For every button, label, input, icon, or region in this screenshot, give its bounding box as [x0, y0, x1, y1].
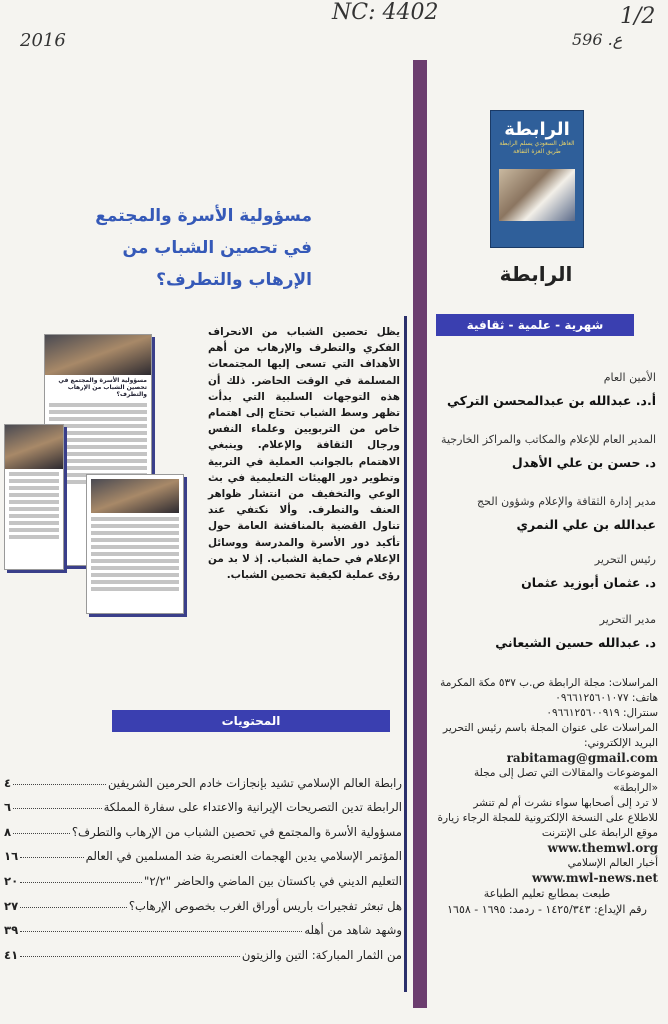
staff-role: الأمين العام — [603, 371, 656, 384]
contents-item-title: هل تبعثر تفجيرات باريس أوراق الغرب بخصوص الإرهاب؟ — [128, 898, 402, 913]
staff-entry — [436, 612, 656, 652]
contents-item-page: ٤١ — [4, 947, 19, 962]
page-fraction: 1/2 — [620, 4, 656, 29]
phone-number: هاتف: ٠٩٦٦١٢٥٦٠١٠٧٧ — [555, 692, 658, 704]
thumbnail-heading: مسؤولية الأسرة والمجتمع في تحصين الشباب من الإرهاب والتطرف؟ — [58, 377, 147, 398]
news-website-link[interactable]: www.mwl-news.net — [531, 871, 658, 885]
contents-item-title: من الثمار المباركة: التين والزيتون — [241, 947, 402, 962]
email-label: البريد الإلكتروني: — [584, 737, 658, 749]
contents-item[interactable] — [4, 913, 402, 938]
staff-name: د. عبدالله حسين الشيعاني — [495, 635, 656, 650]
article-title-line: في تحصين الشباب من — [122, 238, 312, 258]
staff-name: د. عثمان أبوزيد عثمان — [521, 575, 656, 590]
contents-item[interactable] — [4, 790, 402, 815]
email-link[interactable]: rabitamag@gmail.com — [506, 751, 658, 765]
correspondence-note: المراسلات على عنوان المجلة باسم رئيس التحرير — [443, 722, 658, 734]
staff-role: مدير التحرير — [599, 613, 656, 626]
contents-list — [4, 765, 402, 962]
article-title-line: مسؤولية الأسرة والمجتمع — [95, 206, 312, 226]
thumbnail-photo — [45, 335, 151, 375]
article-title-line: الإرهاب والتطرف؟ — [156, 270, 312, 290]
staff-name: أ.د. عبدالله بن عبدالمحسن التركي — [446, 393, 656, 408]
column-divider-bar — [413, 60, 427, 1008]
thumbnail-photo — [5, 425, 63, 469]
contents-item[interactable] — [4, 765, 402, 790]
contents-item-page: ٣٩ — [4, 923, 19, 938]
archive-code: 596 .ع — [572, 30, 623, 49]
staff-entry — [436, 370, 656, 410]
contents-item-page: ٨ — [4, 824, 12, 839]
contents-item-title: المؤتمر الإسلامي يدين الهجمات العنصرية ضد المسلمين في العالم — [85, 849, 402, 864]
website-link[interactable]: www.themwl.org — [547, 841, 658, 855]
fax-number: سنترال: ٠٩٦٦١٢٥٦٠٠٩١٩ — [546, 707, 658, 719]
contents-item-title: وشهد شاهد من أهله — [304, 923, 402, 938]
staff-name: د. حسن بن علي الأهدل — [511, 455, 656, 470]
staff-entry — [436, 432, 656, 472]
contents-item-title: التعليم الديني في باكستان بين الماضي والحاضر "٢/٢" — [143, 873, 402, 888]
deposit-number: رقم الإيداع: ١٤٢٥/٣٤٣ - ردمد: ١٦٩٥ - ١٦٥٨ — [447, 903, 647, 916]
contents-item-page: ١٦ — [4, 849, 19, 864]
contents-item-page: ٤ — [4, 775, 12, 790]
printer-name: طبعت بمطابع تعليم الطباعة — [483, 887, 611, 900]
staff-role: المدير العام للإعلام والمكاتب والمراكز الخارجية — [441, 433, 656, 446]
thumbnail-photo — [91, 479, 179, 513]
article-page-thumbnail — [4, 424, 64, 570]
web-note: للاطلاع على النسخة الإلكترونية للمجلة الرجاء زيارة موقع الرابطة على الإنترنت — [437, 812, 658, 839]
article-divider-line — [404, 316, 407, 992]
magazine-tagline: شهرية - علمية - ثقافية — [436, 314, 634, 336]
contents-item-title: الرابطة تدين التصريحات الإيرانية والاعتداء على سفارة المملكة — [103, 800, 402, 815]
contents-item-title: رابطة العالم الإسلامي تشيد بإنجازات خادم الحرمين الشريفين — [107, 775, 402, 790]
contents-item[interactable] — [4, 863, 402, 888]
contents-heading: المحتويات — [112, 710, 390, 732]
cover-photo — [499, 169, 575, 221]
magazine-brand: الرابطة — [499, 262, 573, 286]
contents-item[interactable] — [4, 888, 402, 913]
article-summary: يظل تحصين الشباب من الانحراف الفكري والتطرف والإرهاب من أهم الأهداف التي تسعى إليها المجتمعات المسلمة في الوقت الحاضر. ذلك أن هذه التوجهات السلبية التي بدأت تظهر وسط الشباب تحتاج إلى اهتمام خاص من التربويين وعلماء النفس ورجال الثقافة والإعلام. وينبغي الاهتمام بالجوانب العملية في التربية وتطوير دور الهيئات التعليمية في بث الوعي والتخفيف من انتشار ظواهر العنف والتطرف. وألا نكتفي عند تناول القضية بالمناقشة العامة حول تأكيد دور الأسرة والمدرسة ووسائل الإعلام في حماية الشباب. إذ لا بد من رؤى عملية لكيفية تحصين الشباب. — [208, 326, 400, 582]
year-note: 2016 — [20, 30, 66, 51]
staff-entry — [436, 494, 656, 534]
staff-name: عبدالله بن علي النمري — [516, 517, 656, 532]
policy-note: الموضوعات والمقالات التي تصل إلى مجلة «الرابطة» — [473, 767, 658, 794]
staff-role: رئيس التحرير — [594, 553, 656, 566]
contents-item-page: ٢٧ — [4, 898, 19, 913]
staff-entry — [436, 552, 656, 592]
contents-item-page: ٦ — [4, 800, 12, 815]
policy-note: لا ترد إلى أصحابها سواء نشرت أم لم تنشر — [473, 797, 658, 809]
magazine-cover-image — [490, 110, 584, 248]
contents-item[interactable] — [4, 814, 402, 839]
contents-item-page: ٢٠ — [4, 873, 19, 888]
article-title — [95, 200, 312, 296]
postal-address: المراسلات: مجلة الرابطة ص.ب ٥٣٧ مكة المكرمة — [440, 677, 658, 689]
contact-info — [436, 676, 658, 886]
article-page-thumbnail — [86, 474, 184, 614]
cover-title: الرابطة — [504, 119, 570, 140]
news-label: أخبار العالم الإسلامي — [567, 857, 658, 869]
contents-item[interactable] — [4, 839, 402, 864]
print-info — [436, 886, 658, 918]
catalog-number: NC: 4402 — [332, 0, 439, 25]
contents-item[interactable] — [4, 937, 402, 962]
cover-subtitle: العاهل السعودي يسلم الرابطة طريق العزة الثقافة — [499, 140, 575, 155]
contents-item-title: مسؤولية الأسرة والمجتمع في تحصين الشباب من الإرهاب والتطرف؟ — [71, 824, 402, 839]
staff-role: مدير إدارة الثقافة والإعلام وشؤون الحج — [477, 495, 656, 508]
